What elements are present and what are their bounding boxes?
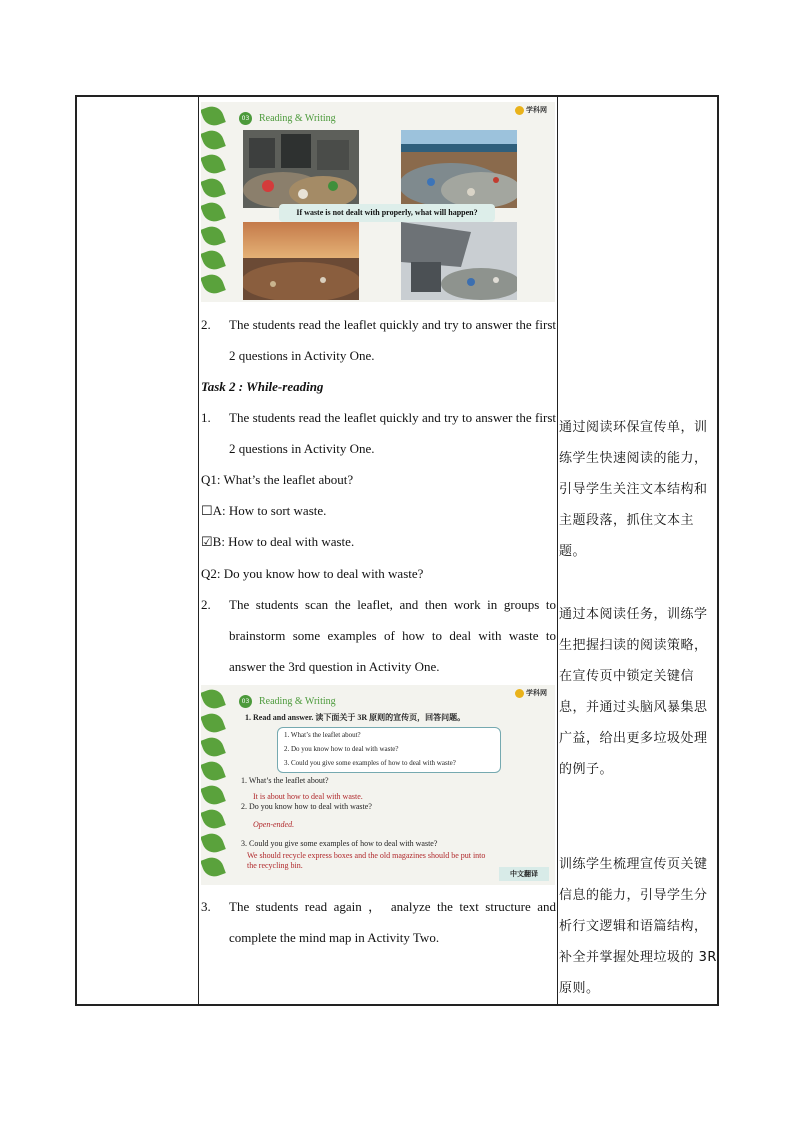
lesson-table — [75, 95, 719, 1006]
step-item: 2. The students scan the leaflet, and then work in groups to brainstorm some examples of how to deal with waste to answer the 3rd question in Activity One. — [201, 597, 556, 674]
logo-icon — [515, 689, 524, 698]
slide-title: Reading & Writing — [259, 113, 336, 124]
slide-question: 2. Do you know how to deal with waste? — [241, 802, 372, 811]
column-divider — [557, 97, 558, 1004]
section-number-badge: 03 — [239, 695, 252, 708]
step-item: 1. The students read the leaflet quickly and try to answer the first 2 questions in Activity One. — [201, 410, 556, 456]
question-box: 1. What’s the leaflet about? 2. Do you know how to deal with waste? 3. Could you give some examples of how to deal with waste? — [277, 727, 501, 773]
photo-landfill-coast — [401, 130, 517, 208]
slide-image-waste — [201, 102, 555, 302]
question-text: Q2: Do you know how to deal with waste? — [201, 566, 424, 581]
step-item: 3. The students read again ， analyze the text structure and complete the mind map in Activity Two. — [201, 899, 556, 945]
photo-garbage-truck — [401, 222, 517, 300]
slide-answer: We should recycle express boxes and the old magazines should be put into the recycling bin. — [247, 851, 486, 870]
photo-trash-bins — [243, 130, 359, 208]
section-number-badge: 03 — [239, 112, 252, 125]
slide-header — [239, 112, 336, 125]
slide-header — [239, 695, 336, 708]
design-intent-note: 训练学生梳理宣传页关键信息的能力，引导学生分析行文逻辑和语篇结构，补全并掌握处理垃圾的 3R 原则。 — [559, 857, 717, 996]
slide-question: 3. Could you give some examples of how to deal with waste? — [241, 839, 438, 848]
slide-answer: Open-ended. — [253, 820, 295, 829]
brand-logo: 学科网 — [515, 688, 547, 698]
logo-icon — [515, 106, 524, 115]
option-a: ☐A: How to sort waste. — [201, 503, 327, 518]
leaf-decoration — [201, 102, 227, 302]
slide-instruction: 1. Read and answer. 读下面关于 3R 原则的宣传页，回答问题。 — [245, 713, 466, 722]
slide-question: 1. What’s the leaflet about? — [241, 776, 329, 785]
brand-logo: 学科网 — [515, 105, 547, 115]
slide-title: Reading & Writing — [259, 696, 336, 707]
step-item: 2. The students read the leaflet quickly and try to answer the first 2 questions in Activity One. — [201, 317, 556, 363]
slide-answer: It is about how to deal with waste. — [253, 792, 363, 801]
design-intent-note: 通过阅读环保宣传单，训练学生快速阅读的能力，引导学生关注文本结构和主题段落，抓住文本主题。 — [559, 420, 708, 559]
design-intent-note: 通过本阅读任务，训练学生把握扫读的阅读策略，在宣传页中锁定关键信息，并通过头脑风暴集思广益，给出更多垃圾处理的例子。 — [559, 607, 708, 777]
slide-question-caption: If waste is not dealt with properly, what will happen? — [279, 204, 495, 222]
photo-landfill-sunset — [243, 222, 359, 300]
column-divider — [198, 97, 199, 1004]
slide-image-read-answer — [201, 685, 555, 885]
option-b: ☑B: How to deal with waste. — [201, 534, 355, 549]
task-heading: Task 2 : While-reading — [201, 379, 324, 394]
leaf-decoration — [201, 685, 227, 885]
chinese-translation-button[interactable]: 中文翻译 — [499, 867, 549, 881]
question-text: Q1: What’s the leaflet about? — [201, 472, 354, 487]
